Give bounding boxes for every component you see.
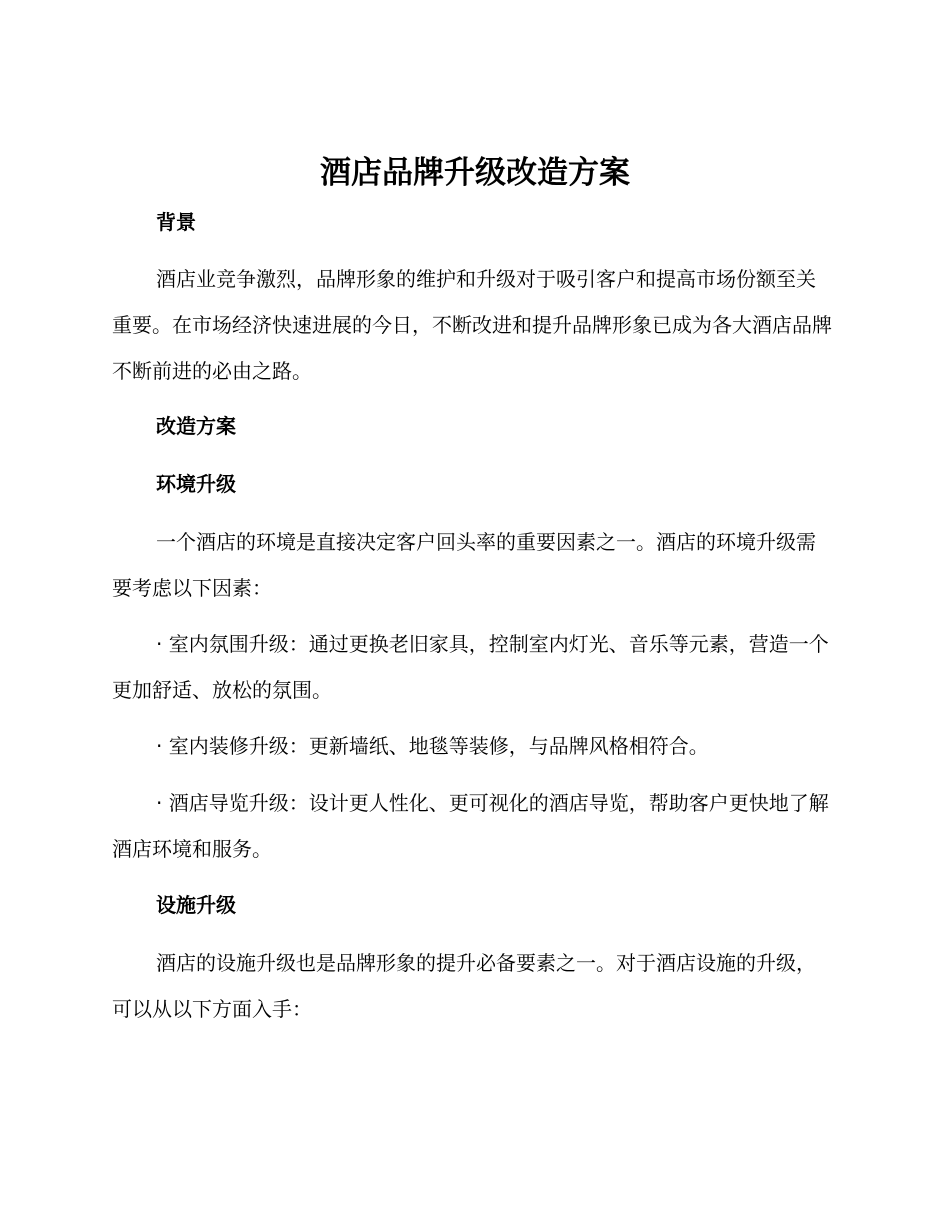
background-paragraph: 酒店业竞争激烈，品牌形象的维护和升级对于吸引客户和提高市场份额至关重要。在市场经济快速进展的今日，不断改进和提升品牌形象已成为各大酒店品牌不断前进的必由之路。: [112, 267, 832, 383]
environment-paragraph: 一个酒店的环境是直接决定客户回头率的重要因素之一。酒店的环境升级需要考虑以下因素：: [112, 530, 816, 600]
bullet-atmosphere: · 室内氛围升级：通过更换老旧家具，控制室内灯光、音乐等元素，营造一个更加舒适、放松的氛围。: [112, 632, 829, 702]
subsection-heading-environment: 环境升级: [156, 472, 236, 496]
section-heading-background: 背景: [156, 210, 196, 234]
document-title: 酒店品牌升级改造方案: [320, 155, 630, 191]
bullet-guide: · 酒店导览升级：设计更人性化、更可视化的酒店导览，帮助客户更快地了解酒店环境和服务。: [112, 791, 829, 861]
bullet-decoration: · 室内装修升级：更新墙纸、地毯等装修，与品牌风格相符合。: [156, 734, 709, 758]
section-heading-plan: 改造方案: [156, 414, 236, 438]
subsection-heading-facility: 设施升级: [156, 893, 236, 917]
facility-paragraph: 酒店的设施升级也是品牌形象的提升必备要素之一。对于酒店设施的升级，可以从以下方面入手：: [112, 951, 816, 1021]
